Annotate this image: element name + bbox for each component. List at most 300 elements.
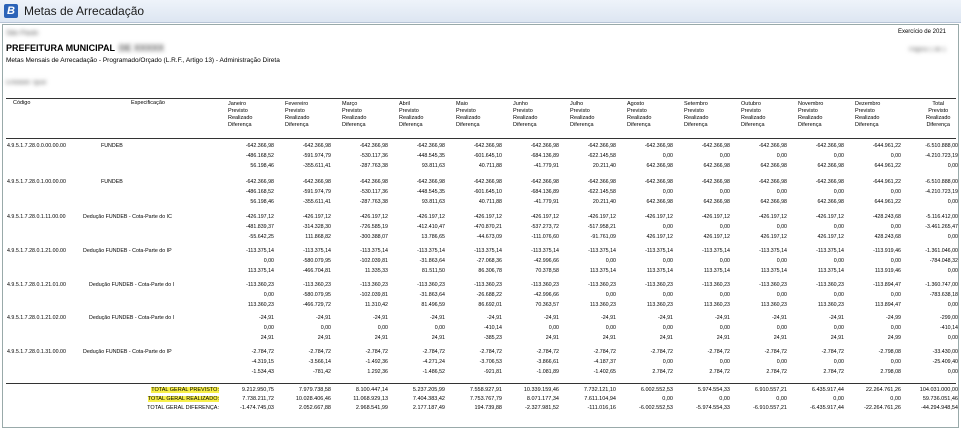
cell-value: -41.779,91: [533, 199, 559, 205]
cell-value: -448.545,35: [416, 153, 445, 159]
cell-value: 2.784,72: [823, 369, 844, 375]
total-title: Total: [932, 101, 945, 107]
totals-rule: [6, 383, 956, 384]
col-codigo: Código: [13, 100, 31, 106]
window-title: Metas de Arrecadação: [24, 4, 145, 18]
cell-value: -530.117,36: [360, 189, 388, 195]
cell-value: 0,00: [890, 224, 901, 230]
cell-value: 113.894,47: [874, 302, 901, 308]
row-label: Realizado: [513, 115, 538, 121]
cell-value: 113.375,14: [646, 268, 673, 274]
cell-value: -426.197,12: [473, 214, 502, 220]
cell-value: 13.786,65: [421, 234, 445, 240]
cell-value: -426.197,12: [815, 214, 844, 220]
cell-value: -642.366,98: [473, 143, 502, 149]
cell-value: 93.811,63: [421, 199, 445, 205]
cell-value: -3.866,61: [536, 359, 559, 365]
cell-value: 70.363,57: [535, 302, 559, 308]
cell-value: 0,00: [833, 258, 844, 264]
total-value: 7.979.738,58: [298, 387, 331, 393]
cell-value: 24,91: [260, 335, 274, 341]
cell-value: 40.711,88: [478, 199, 502, 205]
row-label: Realizado: [399, 115, 424, 121]
cell-value: 0,00: [263, 292, 274, 298]
total-value: 9.212.950,75: [241, 387, 274, 393]
header-bottom-rule: [6, 138, 956, 139]
report-subtitle: Metas Mensais de Arrecadação - Programado/Orçado (L.R.F., Artigo 13) - Administração Direta: [6, 57, 280, 64]
cell-value: -25.409,40: [932, 359, 958, 365]
cell-value: -2.784,72: [650, 349, 673, 355]
total-label-diferenca: [107, 405, 219, 411]
total-value: -6.910.557,21: [753, 405, 787, 411]
cell-value: -2.798,08: [878, 349, 901, 355]
cell-value: -113.375,14: [645, 248, 673, 254]
cell-value: -622.145,58: [587, 189, 616, 195]
total-value: 7.732.121,10: [583, 387, 616, 393]
row-label: Diferença: [399, 122, 423, 128]
header-top-rule: [6, 98, 956, 99]
row-spec: FUNDEB: [101, 143, 123, 149]
cell-value: 0,00: [263, 258, 274, 264]
total-label-text: TOTAL GERAL REALIZADO:: [147, 396, 219, 402]
cell-value: -642.366,98: [302, 179, 331, 185]
total-value: 7.738.211,72: [242, 396, 274, 402]
cell-value: -4.319,15: [251, 359, 274, 365]
cell-value: -726.585,19: [359, 224, 388, 230]
cell-value: -470.870,21: [473, 224, 502, 230]
cell-value: 0,00: [776, 292, 787, 298]
cell-value: -781,42: [313, 369, 331, 375]
cell-value: -642.366,98: [245, 179, 274, 185]
col-month-6: [570, 101, 594, 129]
cell-value: 2.798,08: [880, 369, 901, 375]
cell-value: -2.784,72: [479, 349, 502, 355]
exercicio-label: Exercício de 2021: [897, 29, 946, 35]
cell-value: 642.366,98: [817, 199, 844, 205]
month-name: Dezembro: [855, 101, 881, 107]
cell-value: -24,91: [771, 315, 787, 321]
col-month-1: [285, 101, 309, 129]
cell-value: 0,00: [776, 153, 787, 159]
month-name: Março: [342, 101, 358, 107]
cell-value: 113.375,14: [247, 268, 274, 274]
cell-value: -642.366,98: [815, 179, 844, 185]
month-name: Janeiro: [228, 101, 247, 107]
cell-value: -24,91: [486, 315, 502, 321]
col-month-5: [513, 101, 537, 129]
cell-value: 0,00: [833, 325, 844, 331]
row-label: Previsto: [285, 108, 305, 114]
total-value: -111.016,16: [587, 405, 616, 411]
cell-value: -31.863,64: [419, 292, 445, 298]
col-month-7: [627, 101, 651, 129]
cell-value: -486.168,52: [245, 189, 274, 195]
cell-value: -2.784,72: [251, 349, 274, 355]
cell-value: -42.996,66: [533, 292, 559, 298]
cell-value: 644.961,22: [874, 163, 901, 169]
cell-value: -466.704,81: [302, 268, 331, 274]
cell-value: 0,00: [548, 325, 559, 331]
cell-value: 0,00: [890, 153, 901, 159]
cell-value: -580.079,95: [302, 258, 331, 264]
cell-value: -426.197,12: [644, 214, 673, 220]
cell-value: -601.645,10: [473, 153, 502, 159]
cell-value: -2.784,72: [707, 349, 730, 355]
window-titlebar: [0, 0, 961, 23]
row-spec: Dedução FUNDEB - Cota-Parte do I: [89, 282, 175, 288]
cell-value: -684.136,89: [530, 189, 559, 195]
row-label: Previsto: [798, 108, 818, 114]
cell-value: -24,91: [372, 315, 388, 321]
prefeitura-label: PREFEITURA MUNICIPAL: [6, 43, 115, 53]
row-label: Diferença: [228, 122, 252, 128]
cell-value: 24,91: [545, 335, 559, 341]
cell-value: 0,00: [833, 153, 844, 159]
row-label: Realizado: [684, 115, 709, 121]
cell-value: -642.366,98: [245, 143, 274, 149]
cell-value: -684.136,89: [530, 153, 559, 159]
row-label: Previsto: [456, 108, 476, 114]
total-row-label: Diferença: [926, 122, 950, 128]
cell-value: -355.611,41: [303, 199, 331, 205]
total-value: 0,00: [833, 396, 844, 402]
total-value: 59.736.051,46: [922, 396, 958, 402]
cell-value: -113.360,23: [816, 282, 844, 288]
page-number: Página 1 de 1: [908, 47, 946, 53]
col-especificacao: Especificação: [131, 100, 165, 106]
cell-value: 0,00: [890, 359, 901, 365]
cell-value: -412.410,47: [416, 224, 445, 230]
cell-value: -6.510.888,00: [925, 143, 958, 149]
cell-value: -517.958,21: [587, 224, 616, 230]
cell-value: -113.375,14: [816, 248, 844, 254]
total-row-label: Previsto: [928, 108, 949, 114]
total-label-text: TOTAL GERAL DIFERENÇA:: [147, 405, 219, 411]
cell-value: -113.360,23: [474, 282, 502, 288]
cell-value: 24,91: [602, 335, 616, 341]
total-value: 5.974.554,33: [697, 387, 730, 393]
total-row-label: Realizado: [926, 115, 951, 121]
cell-value: 0,00: [833, 189, 844, 195]
cell-value: 24,99: [887, 335, 901, 341]
row-label: Previsto: [684, 108, 704, 114]
cell-value: 0,00: [719, 224, 730, 230]
cell-value: -591.974,79: [302, 189, 331, 195]
cell-value: -24,91: [543, 315, 559, 321]
cell-value: -530.117,36: [360, 153, 388, 159]
cell-value: -1.486,52: [422, 369, 445, 375]
cell-value: 0,00: [719, 153, 730, 159]
cell-value: -481.839,37: [245, 224, 274, 230]
cell-value: -287.763,38: [359, 163, 388, 169]
cell-value: 0,00: [605, 325, 616, 331]
total-value: 2.177.187,49: [412, 405, 445, 411]
cell-value: 81.496,59: [421, 302, 445, 308]
cell-value: 24,91: [659, 335, 673, 341]
row-label: Diferença: [342, 122, 366, 128]
month-name: Fevereiro: [285, 101, 309, 107]
total-value: -22.264.761,26: [863, 405, 901, 411]
total-value: 2.968.541,99: [355, 405, 388, 411]
row-label: Previsto: [513, 108, 533, 114]
cell-value: -426.197,12: [758, 214, 787, 220]
cell-value: -24,91: [600, 315, 616, 321]
cell-value: 113.375,14: [589, 268, 616, 274]
cell-value: 2.784,72: [652, 369, 673, 375]
cell-value: 2.784,72: [766, 369, 787, 375]
cell-value: -24,99: [885, 315, 901, 321]
row-code: 4.9.5.1.7.28.0.1.00.00.00: [7, 179, 66, 185]
col-month-8: [684, 101, 708, 129]
cell-value: 111.868,82: [305, 234, 331, 240]
total-value: 6.002.552,53: [640, 387, 673, 393]
cell-value: -642.366,98: [359, 143, 388, 149]
cell-value: 0,00: [719, 258, 730, 264]
cell-value: -426.197,12: [587, 214, 616, 220]
cell-value: -113.375,14: [246, 248, 274, 254]
cell-value: 0,00: [890, 189, 901, 195]
cell-value: -55.642,25: [248, 234, 274, 240]
cell-value: -113.360,23: [246, 282, 274, 288]
cell-value: 0,00: [890, 325, 901, 331]
cell-value: 56.198,46: [250, 163, 274, 169]
cell-value: 642.366,98: [703, 163, 730, 169]
total-value: 0,00: [890, 396, 901, 402]
cell-value: 24,91: [374, 335, 388, 341]
cell-value: -642.366,98: [644, 179, 673, 185]
row-label: Realizado: [228, 115, 253, 121]
cell-value: 113.360,23: [760, 302, 787, 308]
cell-value: -6.510.888,00: [925, 179, 958, 185]
total-value: -6.435.917,44: [810, 405, 844, 411]
cell-value: 426.197,12: [646, 234, 673, 240]
row-label: Realizado: [342, 115, 367, 121]
cell-value: 86.692,01: [478, 302, 502, 308]
cell-value: 24,91: [317, 335, 331, 341]
total-value: 7.404.383,42: [412, 396, 445, 402]
row-label: Diferença: [741, 122, 765, 128]
cell-value: -113.360,23: [417, 282, 445, 288]
row-code: 4.9.5.1.7.28.0.1.21.02.00: [7, 315, 66, 321]
cell-value: 0,00: [947, 163, 958, 169]
cell-value: 0,00: [434, 325, 445, 331]
cell-value: -4.187,37: [593, 359, 616, 365]
cell-value: -642.366,98: [701, 179, 730, 185]
cell-value: 113.375,14: [703, 268, 730, 274]
cell-value: -1.360.747,00: [925, 282, 958, 288]
cell-value: 642.366,98: [646, 163, 673, 169]
row-label: Previsto: [570, 108, 590, 114]
cell-value: 0,00: [947, 302, 958, 308]
cell-value: 20.211,40: [592, 199, 616, 205]
cell-value: 70.378,58: [535, 268, 559, 274]
cell-value: -355.611,41: [303, 163, 331, 169]
row-label: Diferença: [855, 122, 879, 128]
cell-value: 0,00: [776, 189, 787, 195]
cell-value: -642.366,98: [530, 143, 559, 149]
row-label: Diferença: [285, 122, 309, 128]
cell-value: -426.197,12: [302, 214, 331, 220]
col-total: [926, 101, 950, 129]
cell-value: 93.811,63: [421, 163, 445, 169]
cell-value: -27.068,36: [476, 258, 502, 264]
cell-value: 56.198,46: [250, 199, 274, 205]
cell-value: 642.366,98: [646, 199, 673, 205]
cell-value: -3.706,53: [479, 359, 502, 365]
total-value: -6.002.552,53: [639, 405, 673, 411]
cell-value: 0,00: [947, 234, 958, 240]
total-value: -5.974.554,33: [696, 405, 730, 411]
cell-value: -5.116.412,00: [925, 214, 958, 220]
cell-value: -113.360,23: [759, 282, 787, 288]
total-label-realizado: [107, 396, 219, 402]
cell-value: -2.784,72: [764, 349, 787, 355]
entity-filter: Entidade: Igual: [6, 80, 47, 86]
cell-value: 0,00: [662, 359, 673, 365]
month-name: Setembro: [684, 101, 708, 107]
cell-value: 0,00: [605, 292, 616, 298]
cell-value: -44.673,09: [476, 234, 502, 240]
col-month-3: [399, 101, 423, 129]
cell-value: -486.168,52: [245, 153, 274, 159]
cell-value: 642.366,98: [703, 199, 730, 205]
cell-value: 0,00: [719, 359, 730, 365]
cell-value: 24,91: [830, 335, 844, 341]
row-label: Diferença: [684, 122, 708, 128]
report-page: [2, 24, 959, 428]
cell-value: 0,00: [719, 292, 730, 298]
cell-value: -24,91: [315, 315, 331, 321]
cell-value: 40.711,88: [478, 163, 502, 169]
row-spec: Dedução FUNDEB - Cota-Parte do IP: [83, 349, 172, 355]
cell-value: 642.366,98: [817, 163, 844, 169]
cell-value: -24,91: [429, 315, 445, 321]
cell-value: -314.328,30: [302, 224, 331, 230]
row-label: Realizado: [855, 115, 880, 121]
cell-value: 20.211,40: [592, 163, 616, 169]
cell-value: -642.366,98: [758, 179, 787, 185]
month-name: Julho: [570, 101, 584, 107]
cell-value: 2.784,72: [709, 369, 730, 375]
cell-value: -42.996,66: [533, 258, 559, 264]
cell-value: 24,91: [773, 335, 787, 341]
cell-value: -33.430,00: [932, 349, 958, 355]
col-month-10: [798, 101, 823, 129]
row-label: Diferença: [570, 122, 594, 128]
cell-value: -580.079,95: [302, 292, 331, 298]
cell-value: -591.974,79: [302, 153, 331, 159]
cell-value: -4.210.723,19: [925, 189, 958, 195]
cell-value: 24,91: [431, 335, 445, 341]
cell-value: -41.779,91: [533, 163, 559, 169]
month-name: Novembro: [798, 101, 824, 107]
total-value: 2.052.667,88: [298, 405, 331, 411]
cell-value: -642.366,98: [359, 179, 388, 185]
cell-value: 426.197,12: [760, 234, 787, 240]
cell-value: -428.243,68: [872, 214, 901, 220]
row-label: Previsto: [342, 108, 362, 114]
cell-value: -113.360,23: [702, 282, 730, 288]
total-value: 0,00: [776, 396, 787, 402]
cell-value: -3.566,14: [308, 359, 331, 365]
total-value: -2.327.981,52: [525, 405, 559, 411]
cell-value: -24,91: [657, 315, 673, 321]
cell-value: -102.039,81: [359, 258, 388, 264]
total-value: 6.910.557,21: [754, 387, 787, 393]
cell-value: -1.492,36: [365, 359, 388, 365]
row-code: 4.9.5.1.7.28.0.1.21.01.00: [7, 282, 66, 288]
cell-value: -4.210.723,19: [925, 153, 958, 159]
cell-value: 426.197,12: [817, 234, 844, 240]
cell-value: 0,00: [890, 292, 901, 298]
row-label: Realizado: [285, 115, 310, 121]
row-label: Realizado: [627, 115, 652, 121]
cell-value: -113.919,46: [873, 248, 901, 254]
cell-value: 0,00: [662, 153, 673, 159]
col-month-9: [741, 101, 765, 129]
total-label-previsto: [107, 387, 219, 393]
cell-value: 644.961,22: [874, 199, 901, 205]
row-label: Previsto: [855, 108, 875, 114]
cell-value: -784.048,32: [929, 258, 958, 264]
cell-value: -2.784,72: [593, 349, 616, 355]
total-value: 7.558.927,91: [469, 387, 502, 393]
row-label: Realizado: [570, 115, 595, 121]
total-value: 104.031.000,00: [919, 387, 958, 393]
cell-value: -113.894,47: [873, 282, 901, 288]
row-label: Previsto: [627, 108, 647, 114]
cell-value: 0,00: [776, 359, 787, 365]
row-label: Previsto: [399, 108, 419, 114]
cell-value: -1.402,65: [593, 369, 616, 375]
month-name: Agosto: [627, 101, 645, 107]
cell-value: -287.763,38: [359, 199, 388, 205]
cell-value: -111.076,60: [531, 234, 559, 240]
col-month-11: [855, 101, 880, 129]
row-label: Diferença: [798, 122, 822, 128]
cell-value: 0,00: [833, 292, 844, 298]
row-label: Previsto: [741, 108, 761, 114]
cell-value: 0,00: [662, 292, 673, 298]
total-value: -1.474.745,03: [240, 405, 274, 411]
cell-value: -642.366,98: [701, 143, 730, 149]
cell-value: 642.366,98: [760, 199, 787, 205]
cell-value: -410,14: [940, 325, 958, 331]
cell-value: -113.360,23: [588, 282, 616, 288]
prefeitura-title: [6, 43, 164, 53]
cell-value: 0,00: [662, 189, 673, 195]
cell-value: -113.360,23: [645, 282, 673, 288]
row-code: 4.9.5.1.7.28.0.1.21.00.00: [7, 248, 66, 254]
cell-value: -642.366,98: [473, 179, 502, 185]
total-value: 0,00: [719, 396, 730, 402]
row-spec: Dedução FUNDEB - Cota-Parte do IC: [83, 214, 172, 220]
total-value: 194.739,88: [474, 405, 502, 411]
cell-value: -410,14: [484, 325, 502, 331]
cell-value: -113.375,14: [417, 248, 445, 254]
total-value: 22.264.761,26: [865, 387, 901, 393]
cell-value: 113.919,46: [874, 268, 901, 274]
total-value: 8.071.177,34: [526, 396, 559, 402]
cell-value: 0,00: [947, 199, 958, 205]
cell-value: 113.375,14: [760, 268, 787, 274]
cell-value: 113.360,23: [646, 302, 673, 308]
cell-value: -2.784,72: [422, 349, 445, 355]
month-name: Junho: [513, 101, 528, 107]
month-name: Abril: [399, 101, 411, 107]
cell-value: 113.360,23: [247, 302, 274, 308]
cell-value: -642.366,98: [587, 179, 616, 185]
